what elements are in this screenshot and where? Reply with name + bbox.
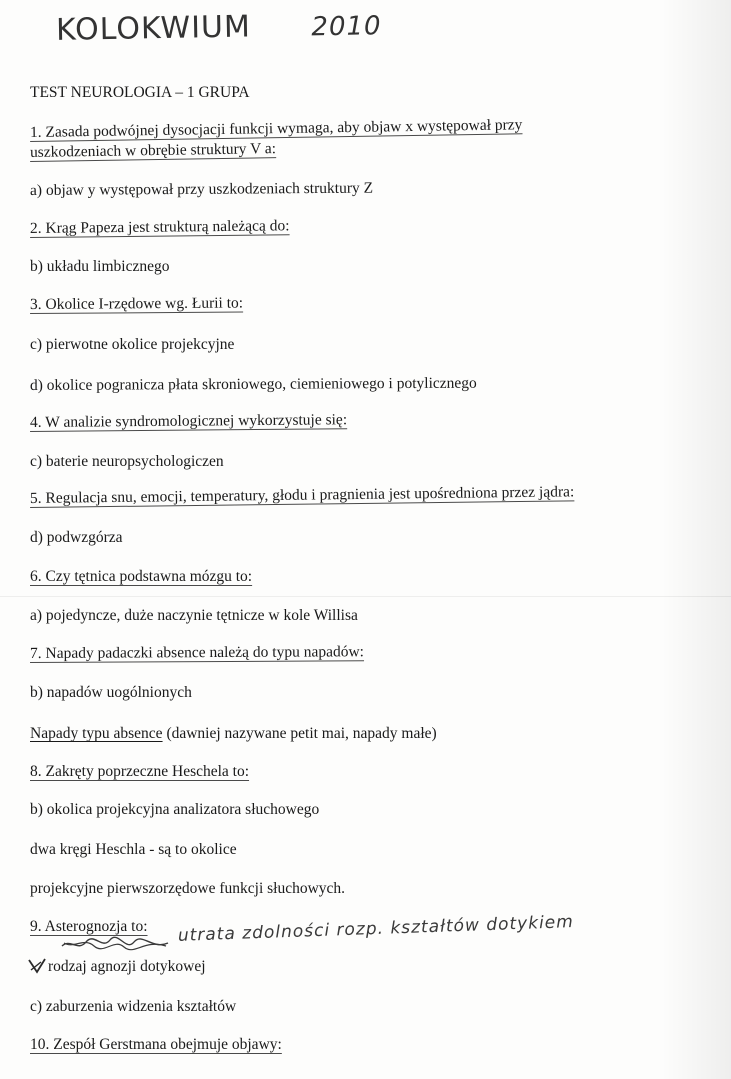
answer-3d: d) okolice pogranicza płata skroniowego, ciemieniowego i potylicznego — [29, 374, 477, 394]
handwritten-note-text: utrata zdolności rozp. kształtów dotykiem — [177, 912, 575, 946]
handwritten-title: KOLOKWIUM — [55, 9, 252, 48]
question-7: 7. Napady padaczki absence należą do typu napadów: — [29, 643, 365, 662]
answer-7-note — [30, 725, 437, 743]
answer-8-note-2: projekcyjne pierwszorzędowe funkcji słuchowych. — [30, 880, 346, 897]
answer-8-note-1: dwa kręgi Heschla - są to okolice — [30, 841, 237, 858]
answer-2b: b) układu limbicznego — [30, 258, 170, 275]
test-title: TEST NEUROLOGIA – 1 GRUPA — [30, 84, 250, 101]
paper-fold-line — [0, 596, 731, 597]
answer-8b: b) okolica projekcyjna analizatora słuchowego — [30, 801, 320, 818]
handwritten-checkmark-icon — [26, 956, 48, 978]
answer-6a: a) pojedyncze, duże naczynie tętnicze w kole Willisa — [30, 607, 358, 624]
scan-edge-shadow — [661, 0, 731, 1079]
answer-7b: b) napadów uogólnionych — [30, 684, 192, 701]
question-2: 2. Krąg Papeza jest strukturą należącą do: — [29, 217, 290, 237]
handwritten-header — [56, 7, 382, 48]
question-1-line-2: uszkodzeniach w obrębie struktury V a: — [29, 140, 277, 161]
question-1-line-1: 1. Zasada podwójnej dysocjacji funkcji wymaga, aby objaw x występował przy — [29, 116, 523, 141]
question-6: 6. Czy tętnica podstawna mózgu to: — [30, 568, 253, 585]
question-8: 8. Zakręty poprzeczne Heschela to: — [30, 763, 250, 780]
answer-7-note-rest: (dawniej nazywane petit mai, napady małe) — [162, 725, 437, 742]
question-3: 3. Okolice I-rzędowe wg. Łurii to: — [29, 294, 244, 313]
question-10: 10. Zespół Gerstmana obejmuje objawy: — [30, 1036, 282, 1053]
handwritten-year: 2010 — [311, 11, 382, 43]
answer-1a: a) objaw y występował przy uszkodzeniach struktury Z — [29, 179, 374, 199]
answer-7-note-underlined: Napady typu absence — [30, 725, 163, 742]
question-9: 9. Asterognozja to: — [30, 918, 148, 935]
question-5: 5. Regulacja snu, emocji, temperatury, głodu i pragnienia jest upośredniona przez jądra: — [29, 483, 575, 507]
answer-5d: d) podwzgórza — [30, 529, 123, 546]
answer-4c: c) baterie neuropsychologiczen — [30, 453, 224, 470]
answer-3c: c) pierwotne okolice projekcyjne — [30, 336, 235, 353]
answer-9c: c) zaburzenia widzenia kształtów — [30, 998, 237, 1015]
answer-9b: rodzaj agnozji dotykowej — [48, 958, 206, 975]
question-4: 4. W analizie syndromologicznej wykorzystuje się: — [29, 411, 348, 431]
